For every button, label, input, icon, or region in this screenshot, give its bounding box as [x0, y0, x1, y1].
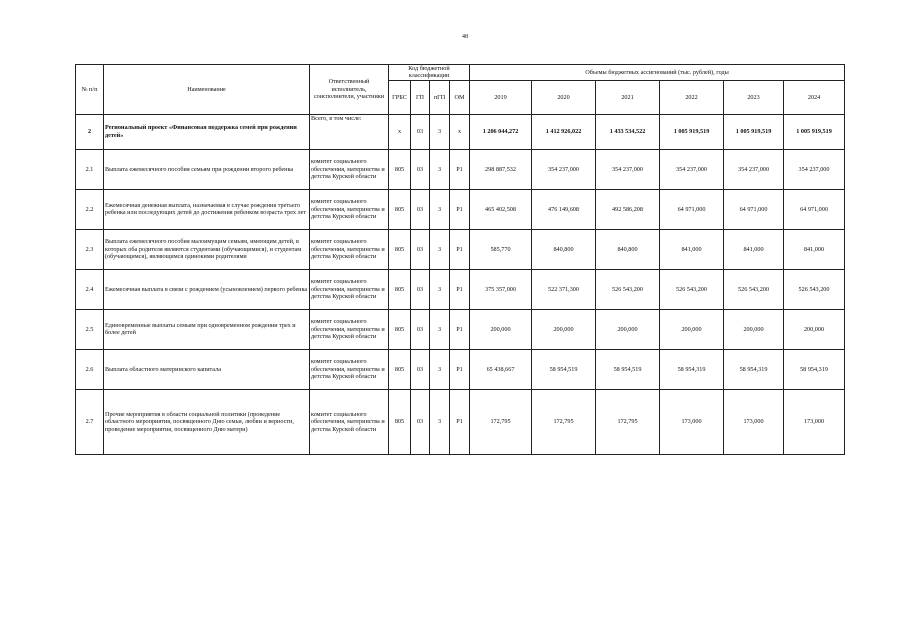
table-row — [76, 149, 845, 189]
row-value: 173,000 — [724, 389, 784, 454]
row-code-pgp: 3 — [430, 269, 450, 309]
row-responsible: комитет социального обеспечения, материнства и детства Курской области — [310, 389, 389, 454]
row-responsible: комитет социального обеспечения, материнства и детства Курской области — [310, 189, 389, 229]
row-value: 173,000 — [784, 389, 845, 454]
row-code-gp: 03 — [411, 149, 430, 189]
table-row — [76, 349, 845, 389]
row-responsible: комитет социального обеспечения, материнства и детства Курской области — [310, 309, 389, 349]
row-code-grbs: 805 — [389, 269, 411, 309]
row-code-om: P1 — [450, 149, 470, 189]
row-value: 172,795 — [532, 389, 596, 454]
row-number: 2.3 — [76, 229, 104, 269]
row-code-pgp: 3 — [430, 389, 450, 454]
row-value: 173,000 — [660, 389, 724, 454]
row-value: 200,000 — [470, 309, 532, 349]
row-code-om: х — [450, 114, 470, 149]
header-code-pgp: пГП — [430, 80, 450, 114]
row-number: 2.6 — [76, 349, 104, 389]
row-code-pgp: 3 — [430, 229, 450, 269]
header-num: № п/п — [76, 65, 104, 115]
row-value: 64 971,000 — [784, 189, 845, 229]
row-value: 1 005 919,519 — [660, 114, 724, 149]
row-responsible: комитет социального обеспечения, материнства и детства Курской области — [310, 229, 389, 269]
row-code-om: P1 — [450, 269, 470, 309]
row-number: 2.4 — [76, 269, 104, 309]
header-year: 2024 — [784, 80, 845, 114]
row-value: 200,000 — [724, 309, 784, 349]
row-number: 2.7 — [76, 389, 104, 454]
row-code-grbs: х — [389, 114, 411, 149]
row-name: Прочие мероприятия в области социальной политики (проведение областного мероприятия, посвященного Дню семьи, любви и верности, проведение мероприятия, посвященного Дню матери) — [104, 389, 310, 454]
row-value: 465 402,508 — [470, 189, 532, 229]
header-code-gp: ГП — [411, 80, 430, 114]
row-value: 200,000 — [784, 309, 845, 349]
table-row — [76, 189, 845, 229]
row-name: Единовременные выплаты семьям при одновременном рождении трех и более детей — [104, 309, 310, 349]
row-value: 1 433 534,522 — [596, 114, 660, 149]
row-value: 840,800 — [596, 229, 660, 269]
row-value: 200,000 — [596, 309, 660, 349]
row-value: 58 954,519 — [532, 349, 596, 389]
header-year: 2023 — [724, 80, 784, 114]
row-value: 585,770 — [470, 229, 532, 269]
row-code-gp: 03 — [411, 349, 430, 389]
row-value: 64 971,000 — [660, 189, 724, 229]
row-code-grbs: 805 — [389, 349, 411, 389]
row-value: 354 237,000 — [724, 149, 784, 189]
row-code-pgp: 3 — [430, 309, 450, 349]
row-code-pgp: 3 — [430, 189, 450, 229]
row-number: 2.5 — [76, 309, 104, 349]
row-value: 841,000 — [660, 229, 724, 269]
row-value: 200,000 — [660, 309, 724, 349]
row-name: Выплата ежемесячного пособия малоимущим семьям, имеющим детей, в которых оба родителя являются студентами (обучающимися), и студентам (обучающимся), являющимся одинокими родителями — [104, 229, 310, 269]
row-value: 64 971,000 — [724, 189, 784, 229]
row-name: Выплата областного материнского капитала — [104, 349, 310, 389]
row-value: 354 237,000 — [532, 149, 596, 189]
row-code-grbs: 805 — [389, 189, 411, 229]
row-value: 841,000 — [724, 229, 784, 269]
row-code-grbs: 805 — [389, 229, 411, 269]
row-responsible: комитет социального обеспечения, материнства и детства Курской области — [310, 149, 389, 189]
row-code-grbs: 805 — [389, 389, 411, 454]
row-value: 172,795 — [596, 389, 660, 454]
header-volume-group: Объемы бюджетных ассигнований (тыс. рублей), годы — [470, 65, 845, 81]
row-code-gp: 03 — [411, 189, 430, 229]
row-code-gp: 03 — [411, 389, 430, 454]
row-code-om: P1 — [450, 349, 470, 389]
row-responsible: комитет социального обеспечения, материнства и детства Курской области — [310, 269, 389, 309]
row-value: 298 887,532 — [470, 149, 532, 189]
row-value: 841,000 — [784, 229, 845, 269]
row-code-om: P1 — [450, 229, 470, 269]
row-value: 1 005 919,519 — [784, 114, 845, 149]
row-code-grbs: 805 — [389, 149, 411, 189]
header-row-1 — [76, 65, 845, 81]
header-year: 2019 — [470, 80, 532, 114]
row-name: Выплата ежемесячного пособия семьям при рождении второго ребенка — [104, 149, 310, 189]
row-value: 526 543,200 — [660, 269, 724, 309]
row-value: 58 954,319 — [660, 349, 724, 389]
row-value: 526 543,200 — [724, 269, 784, 309]
row-name: Региональный проект «Финансовая поддержка семей при рождении детей» — [104, 114, 310, 149]
row-value: 526 543,200 — [784, 269, 845, 309]
row-code-gp: 03 — [411, 309, 430, 349]
row-value: 526 543,200 — [596, 269, 660, 309]
row-number: 2 — [76, 114, 104, 149]
table-row — [76, 269, 845, 309]
row-responsible: комитет социального обеспечения, материнства и детства Курской области — [310, 349, 389, 389]
row-name: Ежемесячная денежная выплата, назначаемая в случае рождения третьего ребенка или последующих детей до достижения ребенком возраста трех лет — [104, 189, 310, 229]
row-value: 354 237,000 — [784, 149, 845, 189]
row-code-pgp: 3 — [430, 149, 450, 189]
row-value: 840,800 — [532, 229, 596, 269]
table-row — [76, 229, 845, 269]
header-year: 2022 — [660, 80, 724, 114]
row-value: 522 371,300 — [532, 269, 596, 309]
row-value: 1 412 926,022 — [532, 114, 596, 149]
header-year: 2021 — [596, 80, 660, 114]
row-code-gp: 03 — [411, 114, 430, 149]
row-code-om: P1 — [450, 309, 470, 349]
row-code-pgp: 3 — [430, 114, 450, 149]
row-code-om: P1 — [450, 189, 470, 229]
row-value: 58 954,319 — [784, 349, 845, 389]
header-responsible: Ответственный исполнитель, соисполнители, участники — [310, 65, 389, 115]
header-year: 2020 — [532, 80, 596, 114]
row-value: 354 237,000 — [660, 149, 724, 189]
row-number: 2.2 — [76, 189, 104, 229]
header-code-grbs: ГРБС — [389, 80, 411, 114]
page-number: 48 — [462, 34, 468, 40]
row-value: 1 005 919,519 — [724, 114, 784, 149]
row-value: 476 149,608 — [532, 189, 596, 229]
budget-allocation-table — [75, 64, 845, 455]
row-value: 375 357,000 — [470, 269, 532, 309]
row-code-pgp: 3 — [430, 349, 450, 389]
row-code-gp: 03 — [411, 269, 430, 309]
row-value: 200,000 — [532, 309, 596, 349]
table-row — [76, 114, 845, 149]
header-name: Наименование — [104, 65, 310, 115]
row-value: 492 586,208 — [596, 189, 660, 229]
row-value: 354 237,000 — [596, 149, 660, 189]
table-row — [76, 309, 845, 349]
row-value: 65 438,667 — [470, 349, 532, 389]
row-value: 1 206 044,272 — [470, 114, 532, 149]
row-value: 58 954,319 — [724, 349, 784, 389]
row-value: 58 954,519 — [596, 349, 660, 389]
table-row — [76, 389, 845, 454]
row-value: 172,795 — [470, 389, 532, 454]
row-code-gp: 03 — [411, 229, 430, 269]
row-responsible: Всего, в том числе: — [310, 114, 389, 149]
row-number: 2.1 — [76, 149, 104, 189]
header-code-group: Код бюджетной классификации — [389, 65, 470, 81]
row-code-om: P1 — [450, 389, 470, 454]
row-name: Ежемесячная выплата в связи с рождением (усыновлением) первого ребенка — [104, 269, 310, 309]
header-code-om: ОМ — [450, 80, 470, 114]
row-code-grbs: 805 — [389, 309, 411, 349]
